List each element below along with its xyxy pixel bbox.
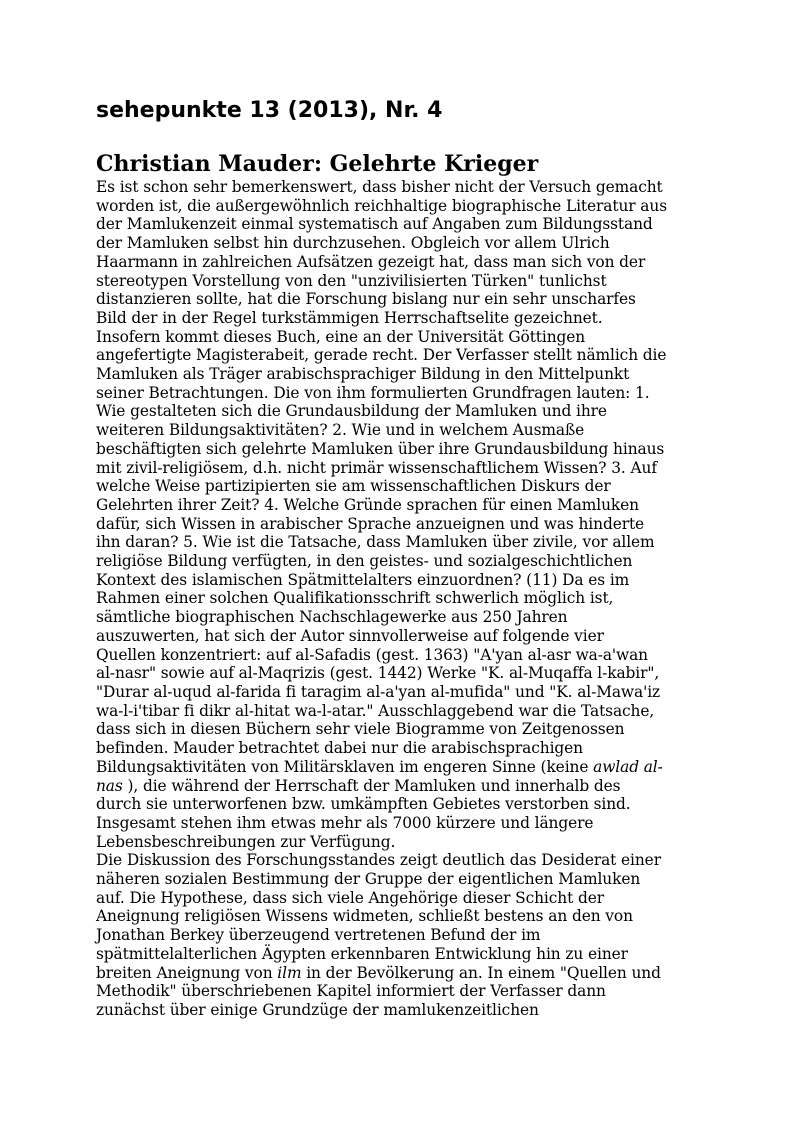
text-line: Methodik" überschriebenen Kapitel informiert der Verfasser dann <box>96 982 606 1001</box>
text-line: Wie gestalteten sich die Grundausbildung der Mamluken und ihre <box>96 402 607 421</box>
document-page <box>96 96 706 1020</box>
text-line: seiner Betrachtungen. Die von ihm formulierten Grundfragen lauten: 1. <box>96 383 650 402</box>
text-line: distanzieren sollte, hat die Forschung bislang nur ein sehr unscharfes <box>96 290 636 309</box>
text-line: Gelehrten ihrer Zeit? 4. Welche Gründe sprachen für einen Mamluken <box>96 495 639 514</box>
text-line: angefertigte Magisterabeit, gerade recht. Der Verfasser stellt nämlich die <box>96 346 667 365</box>
text-line: Insgesamt stehen ihm etwas mehr als 7000 kürzere und längere <box>96 813 594 832</box>
text-line <box>96 758 706 777</box>
article-title: Christian Mauder: Gelehrte Krieger <box>96 151 539 177</box>
text-line: mit zivil-religiösem, d.h. nicht primär wissenschaftlichem Wissen? 3. Auf <box>96 458 657 477</box>
text-line: auszuwerten, hat sich der Autor sinnvollerweise auf folgende vier <box>96 626 604 645</box>
text-run: breiten Aneignung von <box>96 963 278 982</box>
text-line: ihn daran? 5. Wie ist die Tatsache, dass Mamluken über zivile, vor allem <box>96 533 655 552</box>
text-line: worden ist, die außergewöhnlich reichhaltige biographische Literatur aus <box>96 196 667 215</box>
text-line: zunächst über einige Grundzüge der mamlukenzeitlichen <box>96 1000 539 1019</box>
text-line: der Mamlukenzeit einmal systematisch auf Angaben zum Bildungsstand <box>96 215 653 234</box>
text-line: "Durar al-uqud al-farida fi taragim al-a'yan al-mufida" und "K. al-Mawa'iz <box>96 682 661 701</box>
journal-title: sehepunkte 13 (2013), Nr. 4 <box>96 98 443 123</box>
text-line: dass sich in diesen Büchern sehr viele Biogramme von Zeitgenossen <box>96 720 625 739</box>
text-line: stereotypen Vorstellung von den "unzivilisierten Türken" tunlichst <box>96 271 607 290</box>
text-run: Bildungsaktivitäten von Militärsklaven im engeren Sinne (keine <box>96 757 594 776</box>
text-line: Kontext des islamischen Spätmittelalters einzuordnen? (11) Da es im <box>96 570 630 589</box>
italic-term: nas <box>96 776 123 795</box>
text-line: Bild der in der Regel turkstämmigen Herrschaftselite gezeichnet. <box>96 308 603 327</box>
text-line: befinden. Mauder betrachtet dabei nur die arabischsprachigen <box>96 739 583 758</box>
text-line: Es ist schon sehr bemerkenswert, dass bisher nicht der Versuch gemacht <box>96 178 663 196</box>
text-line: näheren sozialen Bestimmung der Gruppe der eigentlichen Mamluken <box>96 870 641 889</box>
text-line: spätmittelalterlichen Ägypten erkennbaren Entwicklung hin zu einer <box>96 944 628 963</box>
text-line: Quellen konzentriert: auf al-Safadis (gest. 1363) "A'yan al-asr wa-a'wan <box>96 645 648 664</box>
text-line: Haarmann in zahlreichen Aufsätzen gezeigt hat, dass man sich von der <box>96 252 646 271</box>
text-line <box>96 964 706 983</box>
italic-term: awlad al- <box>593 757 663 776</box>
paragraph-1 <box>96 178 706 851</box>
text-line: auf. Die Hypothese, dass sich viele Angehörige dieser Schicht der <box>96 888 604 907</box>
text-line: al-nasr" sowie auf al-Maqrizis (gest. 1442) Werke "K. al-Muqaffa l-kabir", <box>96 664 660 683</box>
text-run: ), die während der Herrschaft der Mamluken und innerhalb des <box>122 776 621 795</box>
text-line: Jonathan Berkey überzeugend vertretenen Befund der im <box>96 926 541 945</box>
text-line: dafür, sich Wissen in arabischer Sprache anzueignen und was hinderte <box>96 514 645 533</box>
text-line: sämtliche biographischen Nachschlagewerke aus 250 Jahren <box>96 608 568 627</box>
text-line: der Mamluken selbst hin durchzusehen. Obgleich vor allem Ulrich <box>96 234 610 253</box>
paragraph-2 <box>96 851 706 1019</box>
text-line: Insofern kommt dieses Buch, eine an der Universität Göttingen <box>96 327 586 346</box>
text-line: Mamluken als Träger arabischsprachiger Bildung in den Mittelpunkt <box>96 365 630 384</box>
text-line: Lebensbeschreibungen zur Verfügung. <box>96 832 396 851</box>
text-line: durch sie unterworfenen bzw. umkämpften Gebietes verstorben sind. <box>96 795 631 814</box>
text-line: Aneignung religiösen Wissens widmeten, schließt bestens an den von <box>96 907 633 926</box>
text-line: wa-l-i'tibar fi dikr al-hitat wa-l-atar." Ausschlaggebend war die Tatsache, <box>96 701 655 720</box>
text-line: Rahmen einer solchen Qualifikationsschrift schwerlich möglich ist, <box>96 589 614 608</box>
text-line: weiteren Bildungsaktivitäten? 2. Wie und in welchem Ausmaße <box>96 421 585 440</box>
text-line: welche Weise partizipierten sie am wissenschaftlichen Diskurs der <box>96 477 611 496</box>
text-line <box>96 777 706 796</box>
text-line: Die Diskussion des Forschungsstandes zeigt deutlich das Desiderat einer <box>96 851 661 870</box>
text-line: beschäftigten sich gelehrte Mamluken über ihre Grundausbildung hinaus <box>96 439 665 458</box>
text-line: religiöse Bildung verfügten, in den geistes- und sozialgeschichtlichen <box>96 552 633 571</box>
italic-term: ilm <box>277 963 302 982</box>
text-run: in der Bevölkerung an. In einem "Quellen und <box>301 963 661 982</box>
